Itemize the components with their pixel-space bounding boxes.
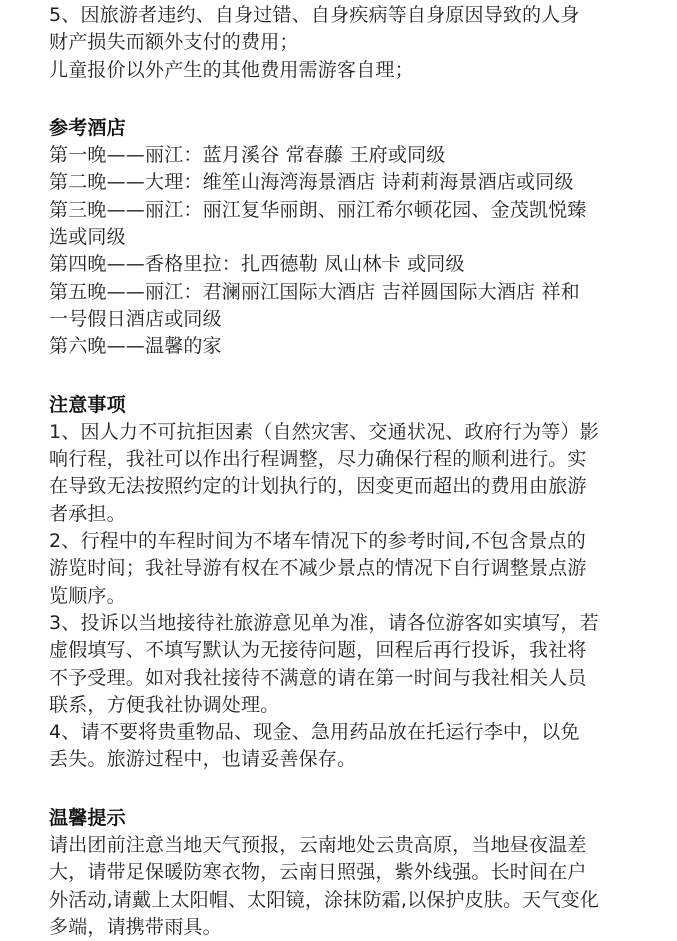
note-line: 丢失。旅游过程中，也请妥善保存。 <box>49 748 357 771</box>
tip-line: 请出团前注意当地天气预报，云南地处云贵高原，当地昼夜温差 <box>49 834 587 857</box>
intro-line: 财产损失而额外支付的费用； <box>49 31 299 54</box>
hotel-line: 一号假日酒店或同级 <box>49 307 222 330</box>
intro-paragraph <box>49 2 659 84</box>
hotel-line: 第三晚——丽江：丽江复华丽朗、丽江希尔顿花园、金茂凯悦臻 <box>49 198 587 221</box>
hotels-heading: 参考酒店 <box>49 116 126 139</box>
note-line: 览顺序。 <box>49 584 126 607</box>
tip-line: 大，请带足保暖防寒衣物，云南日照强，紫外线强。长时间在户 <box>49 861 587 884</box>
hotel-line: 第五晚——丽江：君澜丽江国际大酒店 吉祥圆国际大酒店 祥和 <box>49 280 580 303</box>
hotel-line: 第一晚——丽江：蓝月溪谷 常春藤 王府或同级 <box>49 144 446 167</box>
note-line: 不予受理。如对我社接待不满意的请在第一时间与我社相关人员 <box>49 666 587 689</box>
note-line: 响行程，我社可以作出行程调整，尽力确保行程的顺利进行。实 <box>49 448 587 471</box>
tip-line: 多端，请携带雨具。 <box>49 915 222 938</box>
note-line: 3、投诉以当地接待社旅游意见单为准，请各位游客如实填写，若 <box>49 611 599 634</box>
document-body <box>49 0 659 941</box>
note-line: 联系，方便我社协调处理。 <box>49 693 280 716</box>
hotel-line: 第四晚——香格里拉：扎西德勒 凤山林卡 或同级 <box>49 253 465 276</box>
note-line: 2、行程中的车程时间为不堵车情况下的参考时间,不包含景点的 <box>49 530 586 553</box>
notes-section <box>49 392 659 774</box>
hotel-line: 第六晚——温馨的家 <box>49 335 222 358</box>
intro-line: 5、因旅游者违约、自身过错、自身疾病等自身原因导致的人身 <box>49 4 580 26</box>
hotels-section <box>49 115 659 361</box>
tips-heading: 温馨提示 <box>49 806 126 829</box>
hotel-line: 第二晚——大理：维笙山海湾海景酒店 诗莉莉海景酒店或同级 <box>49 171 574 194</box>
tip-line: 外活动,请戴上太阳帽、太阳镜，涂抹防霜,以保护皮肤。天气变化 <box>49 888 600 911</box>
intro-line: 儿童报价以外产生的其他费用需游客自理； <box>49 58 414 81</box>
hotel-line: 选或同级 <box>49 226 126 249</box>
note-line: 游览时间；我社导游有权在不减少景点的情况下自行调整景点游 <box>49 557 587 580</box>
note-line: 者承担。 <box>49 502 126 525</box>
tips-section <box>49 805 659 941</box>
note-line: 虚假填写、不填写默认为无接待问题，回程后再行投诉，我社将 <box>49 639 587 662</box>
note-line: 4、请不要将贵重物品、现金、急用药品放在托运行李中，以免 <box>49 721 580 744</box>
notes-heading: 注意事项 <box>49 393 126 416</box>
note-line: 1、因人力不可抗拒因素（自然灾害、交通状况、政府行为等）影 <box>49 420 599 443</box>
note-line: 在导致无法按照约定的计划执行的，因变更而超出的费用由旅游 <box>49 475 587 498</box>
